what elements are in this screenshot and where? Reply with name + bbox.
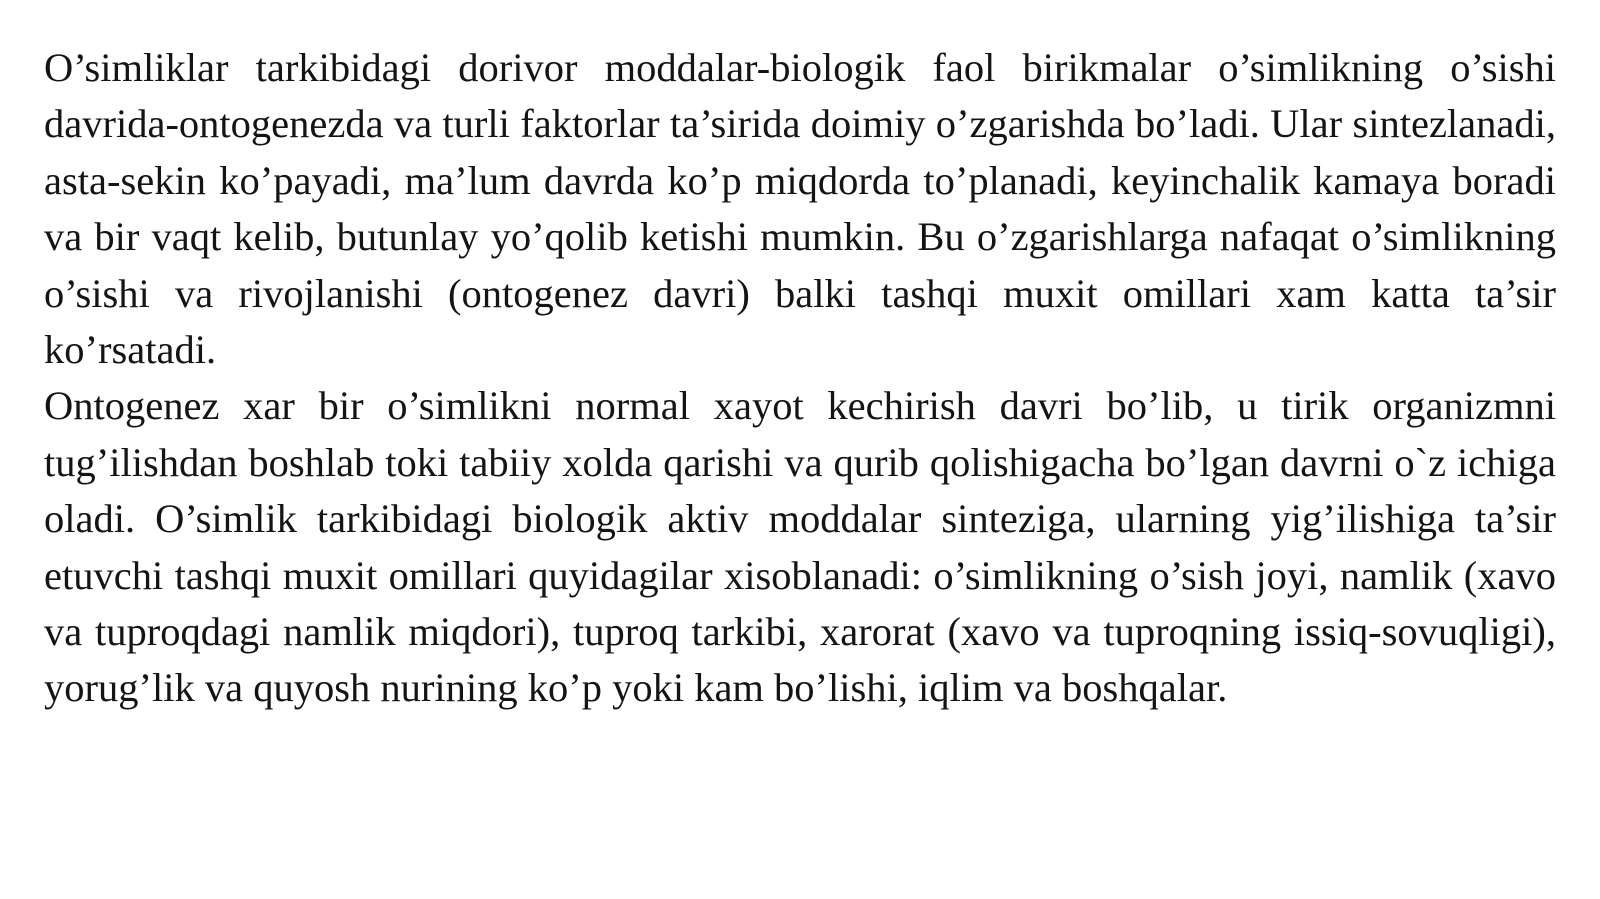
paragraph-2: Ontogenez xar bir o’simlikni normal xayot kechirish davri bo’lib, u tirik organizmni tug’ilishdan boshlab toki tabiiy xolda qarishi va qurib qolishigacha bo’lgan davrni o`z ichiga oladi. O’simlik tarkibidagi biologik aktiv moddalar sinteziga, ularning yig’ilishiga ta’sir etuvchi tashqi muxit omillari quyidagilar xisoblanadi: o’simlikning o’sish joyi, namlik (xavo va tuproqdagi namlik miqdori), tuproq tarkibi, xarorat (xavo va tuproqning issiq-sovuqligi), yorug’lik va quyosh nurining ko’p yoki kam bo’lishi, iqlim va boshqalar. — [44, 383, 1556, 711]
paragraph-1: O’simliklar tarkibidagi dorivor moddalar-biologik faol birikmalar o’simlikning o’sishi davrida-ontogenezda va turli faktorlar ta’sirida doimiy o’zgarishda bo’ladi. Ular sintezlanadi, asta-sekin ko’payadi, ma’lum davrda ko’p miqdorda to’planadi, keyinchalik kamaya boradi va bir vaqt kelib, butunlay yo’qolib ketishi mumkin. Bu o’zgarishlarga nafaqat o’simlikning o’sishi va rivojlanishi (ontogenez davri) balki tashqi muxit omillari xam katta ta’sir ko’rsatadi. — [44, 45, 1556, 373]
text-body — [44, 40, 1556, 717]
